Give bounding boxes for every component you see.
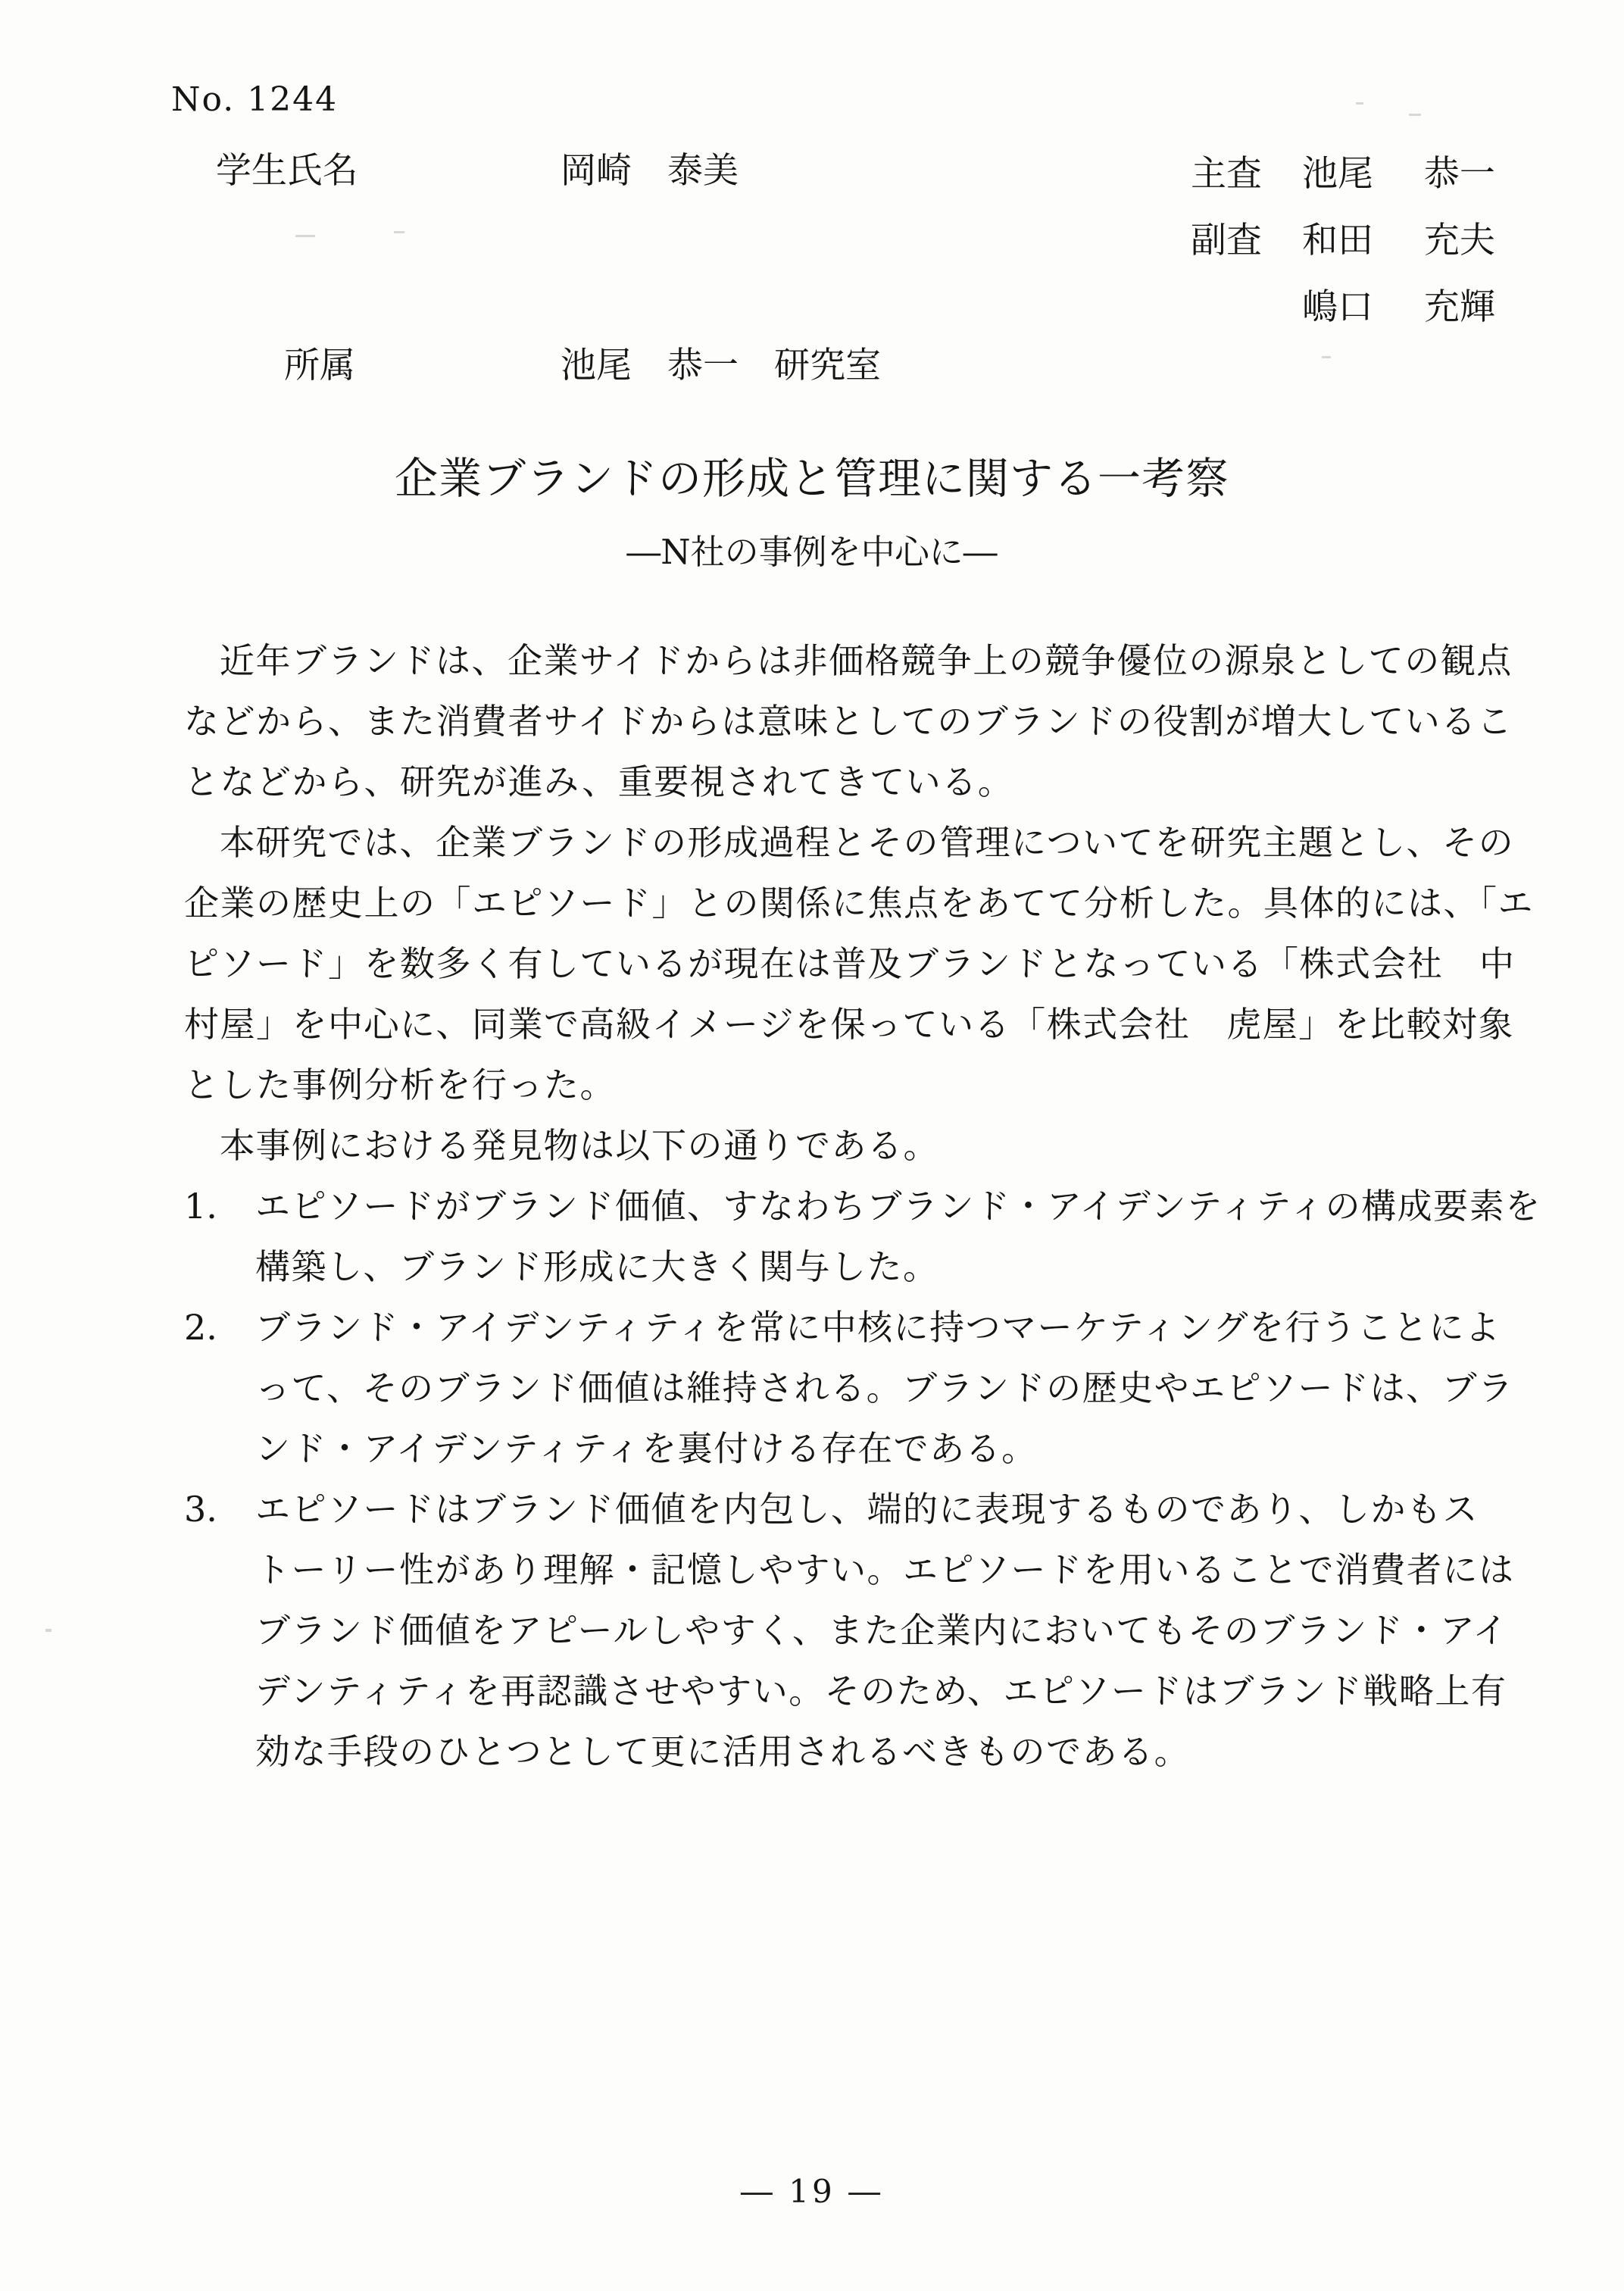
finding-line: 構築し、ブランド形成に大きく関与した。: [255, 1246, 939, 1287]
body-line: 本研究では、企業ブランドの形成過程とその管理についてを研究主題とし、その: [220, 822, 1515, 863]
finding-line: トーリー性があり理解・記憶しやすい。エピソードを用いることで消費者には: [255, 1549, 1515, 1590]
finding-line: [184, 1479, 1510, 1539]
scan-speck: [1322, 356, 1331, 358]
examiner-family-name: 和田: [1301, 220, 1373, 261]
examiner-row-deputy-1: [1191, 212, 1495, 279]
body-line: 近年ブランドは、企業サイドからは非価格競争上の競争優位の源泉としての観点: [220, 640, 1513, 681]
doc-number: No. 1244: [171, 80, 339, 119]
finding-text: ブランド・アイデンティティを常に中核に持つマーケティングを行うことによ: [255, 1307, 1501, 1348]
scan-speck: [45, 1629, 52, 1632]
affiliation-row: [284, 337, 881, 388]
finding-item-3: [184, 1479, 1515, 1782]
abstract-body: [184, 630, 1541, 1782]
finding-line: [184, 1297, 1510, 1358]
scan-speck: [295, 235, 315, 237]
finding-line: ンド・アイデンティティを裏付ける存在である。: [255, 1428, 1038, 1469]
finding-number: 2.: [184, 1307, 217, 1348]
body-line: 企業の歴史上の「エピソード」との関係に焦点をあてて分析した。具体的には、「エ: [184, 883, 1534, 924]
finding-line: [184, 1176, 1541, 1236]
finding-line: ブランド価値をアピールしやすく、また企業内においてもそのブランド・アイ: [255, 1610, 1509, 1651]
affiliation-label: 所属: [284, 345, 355, 386]
finding-line: 効な手段のひとつとして更に活用されるべきものである。: [255, 1731, 1191, 1772]
student-name: 岡崎 泰美: [561, 150, 739, 192]
scan-speck: [1409, 114, 1421, 116]
finding-item-1: [184, 1176, 1541, 1297]
examiner-role: 主査: [1191, 153, 1262, 195]
affiliation-value: 池尾 恭一 研究室: [561, 345, 881, 386]
body-line: 村屋」を中心に、同業で高級イメージを保っている「株式会社 虎屋」を比較対象: [184, 1004, 1515, 1045]
body-line: とした事例分析を行った。: [184, 1064, 616, 1105]
finding-item-2: [184, 1297, 1514, 1479]
examiner-role: 副査: [1191, 220, 1262, 261]
examiner-given-name: 充夫: [1423, 220, 1495, 261]
examiner-row-deputy-2: [1191, 279, 1495, 345]
scan-speck: [1356, 102, 1363, 105]
finding-line: デンティティを再認識させやすい。そのため、エピソードはブランド戦略上有: [255, 1671, 1507, 1711]
body-line: ピソード」を数多く有しているが現在は普及ブランドとなっている「株式会社 中: [184, 943, 1516, 984]
finding-number: 1.: [184, 1186, 217, 1227]
scan-speck: [394, 231, 404, 233]
thesis-title: 企業ブランドの形成と管理に関する一考察: [395, 454, 1229, 504]
finding-text: エピソードはブランド価値を内包し、端的に表現するものであり、しかもス: [255, 1489, 1479, 1530]
finding-line: って、そのブランド価値は維持される。ブランドの歴史やエピソードは、ブラ: [255, 1367, 1514, 1408]
body-line: となどから、研究が進み、重要視されてきている。: [184, 761, 1014, 802]
examiner-family-name: 池尾: [1301, 153, 1373, 195]
finding-number: 3.: [184, 1489, 217, 1530]
examiner-block: [1191, 145, 1495, 345]
examiner-given-name: 充輝: [1423, 286, 1495, 328]
student-row: [216, 142, 739, 193]
examiner-family-name: 嶋口: [1301, 286, 1373, 328]
finding-text: エピソードがブランド価値、すなわちブランド・アイデンティティの構成要素を: [255, 1186, 1541, 1227]
page-number: ― 19 ―: [740, 2173, 884, 2210]
student-label: 学生氏名: [216, 150, 358, 192]
examiner-row-chief: [1191, 145, 1495, 212]
thesis-subtitle: ―N社の事例を中心に―: [626, 532, 998, 572]
examiner-given-name: 恭一: [1423, 153, 1495, 195]
body-line: などから、また消費者サイドからは意味としてのブランドの役割が増大しているこ: [184, 701, 1513, 742]
body-line: 本事例における発見物は以下の通りである。: [220, 1125, 939, 1166]
